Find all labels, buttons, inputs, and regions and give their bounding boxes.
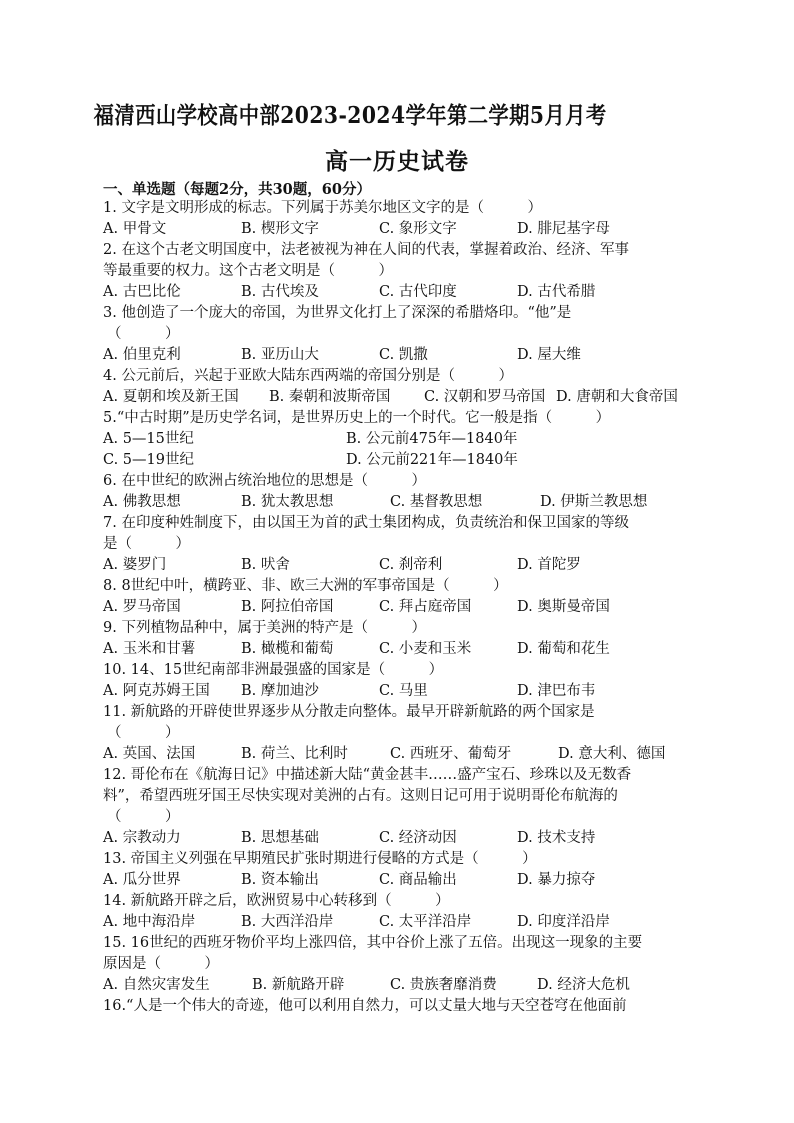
- q3-option-b: B. 亚历山大: [241, 347, 319, 363]
- question-4-stem: 4. 公元前后，兴起于亚欧大陆东西两端的帝国分别是（ ）: [103, 368, 513, 384]
- q14-option-c: C. 太平洋沿岸: [379, 914, 472, 930]
- q1-option-b: B. 楔形文字: [241, 221, 319, 237]
- q6-option-d: D. 伊斯兰教思想: [540, 494, 648, 510]
- q5-option-c: C. 5—19世纪: [103, 452, 194, 468]
- q1-option-a: A. 甲骨文: [103, 221, 167, 237]
- q15-option-c: C. 贵族奢靡消费: [390, 977, 497, 993]
- q13-option-b: B. 资本输出: [241, 872, 319, 888]
- q2-option-c: C. 古代印度: [379, 284, 457, 300]
- q7-option-c: C. 刹帝利: [379, 557, 443, 573]
- question-6-stem: 6. 在中世纪的欧洲占统治地位的思想是（ ）: [103, 473, 426, 489]
- q8-option-b: B. 阿拉伯帝国: [241, 599, 334, 615]
- question-7-stem-line1: 7. 在印度种姓制度下，由以国王为首的武士集团构成，负责统治和保卫国家的等级: [103, 515, 629, 531]
- q1-option-d: D. 腓尼基字母: [517, 221, 610, 237]
- q7-option-a: A. 婆罗门: [103, 557, 167, 573]
- question-11-stem-line2: （ ）: [107, 725, 180, 741]
- question-2-stem-line1: 2. 在这个古老文明国度中，法老被视为神在人间的代表，掌握着政治、经济、军事: [103, 242, 629, 258]
- q10-option-c: C. 马里: [379, 683, 428, 699]
- question-2-stem-line2: 等最重要的权力。这个古老文明是（ ）: [103, 263, 393, 279]
- q14-option-b: B. 大西洋沿岸: [241, 914, 334, 930]
- q10-option-b: B. 摩加迪沙: [241, 683, 319, 699]
- q4-option-d: D. 唐朝和大食帝国: [556, 389, 678, 405]
- q1-option-c: C. 象形文字: [379, 221, 457, 237]
- q15-option-a: A. 自然灾害发生: [103, 977, 210, 993]
- q13-option-a: A. 瓜分世界: [103, 872, 181, 888]
- q6-option-c: C. 基督教思想: [390, 494, 483, 510]
- question-12-stem-line3: （ ）: [107, 809, 180, 825]
- question-7-stem-line2: 是（ ）: [103, 536, 190, 552]
- q6-option-b: B. 犹太教思想: [241, 494, 334, 510]
- q7-option-b: B. 吠舍: [241, 557, 290, 573]
- question-12-stem-line2: 料”，希望西班牙国王尽快实现对美洲的占有。这则日记可用于说明哥伦布航海的: [103, 788, 618, 804]
- q13-option-d: D. 暴力掠夺: [517, 872, 596, 888]
- question-3-stem-line1: 3. 他创造了一个庞大的帝国，为世界文化打上了深深的希腊烙印。“他”是: [103, 305, 572, 321]
- q12-option-d: D. 技术支持: [517, 830, 596, 846]
- question-3-stem-line2: （ ）: [107, 326, 180, 342]
- q4-option-a: A. 夏朝和埃及新王国: [103, 389, 239, 405]
- question-13-stem: 13. 帝国主义列强在早期殖民扩张时期进行侵略的方式是（ ）: [103, 851, 537, 867]
- q12-option-b: B. 思想基础: [241, 830, 319, 846]
- q12-option-a: A. 宗教动力: [103, 830, 181, 846]
- q13-option-c: C. 商品输出: [379, 872, 457, 888]
- q2-option-b: B. 古代埃及: [241, 284, 319, 300]
- q4-option-c: C. 汉朝和罗马帝国: [424, 389, 546, 405]
- q11-option-b: B. 荷兰、比利时: [241, 746, 348, 762]
- q11-option-d: D. 意大利、德国: [558, 746, 666, 762]
- question-11-stem-line1: 11. 新航路的开辟使世界逐步从分散走向整体。最早开辟新航路的两个国家是: [103, 704, 595, 720]
- question-15-stem-line2: 原因是（ ）: [103, 956, 219, 972]
- q9-option-a: A. 玉米和甘薯: [103, 641, 196, 657]
- question-5-stem: 5.“中古时期”是历史学名词，是世界历史上的一个时代。它一般是指（ ）: [103, 410, 611, 426]
- q11-option-a: A. 英国、法国: [103, 746, 196, 762]
- exam-subtitle: 高一历史试卷: [325, 148, 469, 175]
- q7-option-d: D. 首陀罗: [517, 557, 581, 573]
- q5-option-a: A. 5—15世纪: [103, 431, 194, 447]
- q8-option-d: D. 奥斯曼帝国: [517, 599, 610, 615]
- section-heading: 一、单选题（每题2分，共30题，60分）: [103, 181, 371, 198]
- q3-option-c: C. 凯撒: [379, 347, 428, 363]
- q10-option-a: A. 阿克苏姆王国: [103, 683, 210, 699]
- question-1-stem: 1. 文字是文明形成的标志。下列属于苏美尔地区文字的是（ ）: [103, 200, 542, 216]
- q14-option-a: A. 地中海沿岸: [103, 914, 196, 930]
- q4-option-b: B. 秦朝和波斯帝国: [269, 389, 391, 405]
- q3-option-d: D. 屋大维: [517, 347, 581, 363]
- question-9-stem: 9. 下列植物品种中，属于美洲的特产是（ ）: [103, 620, 426, 636]
- q11-option-c: C. 西班牙、葡萄牙: [390, 746, 512, 762]
- q8-option-a: A. 罗马帝国: [103, 599, 181, 615]
- exam-title: 福清西山学校高中部2023-2024学年第二学期5月月考: [93, 102, 607, 129]
- question-14-stem: 14. 新航路开辟之后，欧洲贸易中心转移到（ ）: [103, 893, 450, 909]
- q5-option-d: D. 公元前221年—1840年: [346, 452, 518, 468]
- question-12-stem-line1: 12. 哥伦布在《航海日记》中描述新大陆“黄金甚丰……盛产宝石、珍珠以及无数香: [103, 767, 632, 783]
- question-8-stem: 8. 8世纪中叶，横跨亚、非、欧三大洲的军事帝国是（ ）: [103, 578, 508, 594]
- question-16-stem-line1: 16.“人是一个伟大的奇迹，他可以利用自然力，可以丈量大地与天空苍穹在他面前: [103, 998, 627, 1014]
- q9-option-c: C. 小麦和玉米: [379, 641, 472, 657]
- q14-option-d: D. 印度洋沿岸: [517, 914, 610, 930]
- question-15-stem-line1: 15. 16世纪的西班牙物价平均上涨四倍，其中谷价上涨了五倍。出现这一现象的主要: [103, 935, 643, 951]
- q3-option-a: A. 伯里克利: [103, 347, 181, 363]
- q5-option-b: B. 公元前475年—1840年: [346, 431, 518, 447]
- q2-option-a: A. 古巴比伦: [103, 284, 181, 300]
- q2-option-d: D. 古代希腊: [517, 284, 596, 300]
- q15-option-d: D. 经济大危机: [537, 977, 630, 993]
- q6-option-a: A. 佛教思想: [103, 494, 181, 510]
- q15-option-b: B. 新航路开辟: [252, 977, 345, 993]
- q9-option-d: D. 葡萄和花生: [517, 641, 610, 657]
- q8-option-c: C. 拜占庭帝国: [379, 599, 472, 615]
- q12-option-c: C. 经济动因: [379, 830, 457, 846]
- question-10-stem: 10. 14、15世纪南部非洲最强盛的国家是（ ）: [103, 662, 444, 678]
- q9-option-b: B. 橄榄和葡萄: [241, 641, 334, 657]
- q10-option-d: D. 津巴布韦: [517, 683, 596, 699]
